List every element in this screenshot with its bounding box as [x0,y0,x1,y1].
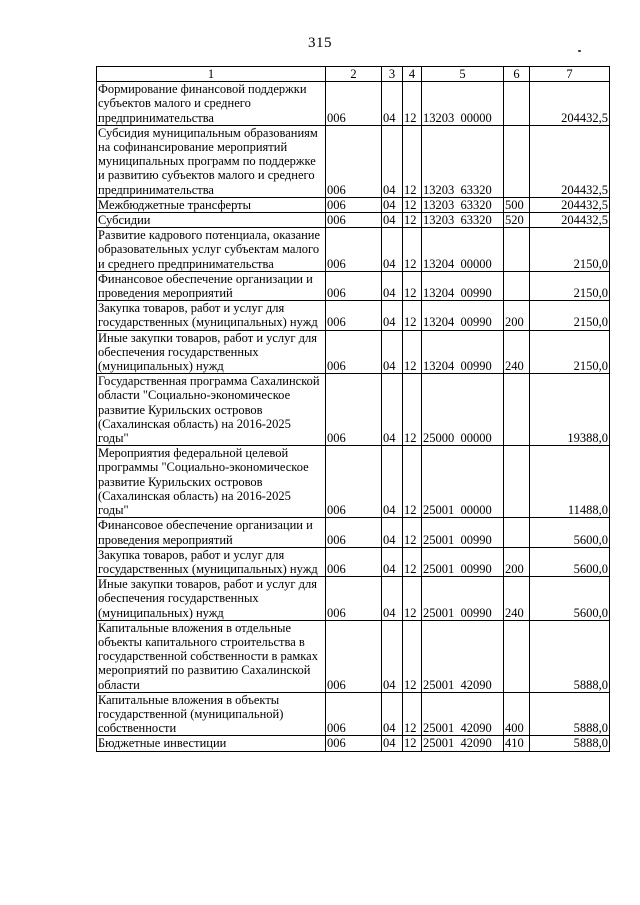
row-section-cell: 04 [382,271,403,300]
row-amount-cell: 2150,0 [530,301,610,330]
row-section-cell: 04 [382,228,403,272]
row-target-article-cell: 13203 63320 [422,213,504,228]
row-expense-type-cell [504,620,530,692]
budget-table-body [97,67,610,752]
row-ministry-code-cell: 006 [326,620,382,692]
row-subsection-cell: 12 [403,518,422,547]
row-section-cell: 04 [382,125,403,197]
row-target-article-cell: 25000 00000 [422,374,504,446]
row-amount-cell: 204432,5 [530,82,610,126]
row-subsection-cell: 12 [403,228,422,272]
row-section-cell: 04 [382,518,403,547]
table-row [97,577,610,621]
row-name-cell: Финансовое обеспечение организации и проведения мероприятий [97,518,326,547]
row-expense-type-cell: 240 [504,577,530,621]
row-subsection-cell: 12 [403,213,422,228]
budget-table [96,66,610,752]
column-header-2: 2 [326,67,382,82]
row-target-article-cell: 25001 42090 [422,692,504,736]
row-ministry-code-cell: 006 [326,125,382,197]
scan-speck [578,50,581,52]
row-expense-type-cell [504,374,530,446]
row-ministry-code-cell: 006 [326,577,382,621]
row-section-cell: 04 [382,197,403,212]
row-name-cell: Закупка товаров, работ и услуг для государственных (муниципальных) нужд [97,301,326,330]
table-row [97,82,610,126]
row-target-article-cell: 25001 00990 [422,518,504,547]
column-header-1: 1 [97,67,326,82]
row-section-cell: 04 [382,213,403,228]
row-amount-cell: 5600,0 [530,518,610,547]
row-expense-type-cell: 200 [504,301,530,330]
column-header-5: 5 [422,67,504,82]
table-row [97,547,610,576]
row-section-cell: 04 [382,82,403,126]
row-ministry-code-cell: 006 [326,547,382,576]
row-expense-type-cell [504,446,530,518]
row-expense-type-cell: 240 [504,330,530,374]
row-name-cell: Капитальные вложения в отдельные объекты капитального строительства в государственной собственности в рамках мероприятий по развитию Сахалинской области [97,620,326,692]
row-target-article-cell: 25001 00990 [422,577,504,621]
column-header-7: 7 [530,67,610,82]
row-name-cell: Субсидия муниципальным образованиям на софинансирование мероприятий муниципальных программ по поддержке и развитию субъектов малого и среднего предпринимательства [97,125,326,197]
row-ministry-code-cell: 006 [326,197,382,212]
table-row [97,374,610,446]
row-expense-type-cell [504,228,530,272]
column-header-6: 6 [504,67,530,82]
row-target-article-cell: 25001 42090 [422,736,504,751]
row-name-cell: Иные закупки товаров, работ и услуг для обеспечения государственных (муниципальных) нужд [97,330,326,374]
row-expense-type-cell: 400 [504,692,530,736]
row-amount-cell: 5888,0 [530,692,610,736]
table-row [97,736,610,751]
row-expense-type-cell: 520 [504,213,530,228]
row-target-article-cell: 13204 00000 [422,228,504,272]
row-subsection-cell: 12 [403,547,422,576]
row-target-article-cell: 13203 63320 [422,197,504,212]
row-amount-cell: 2150,0 [530,271,610,300]
row-ministry-code-cell: 006 [326,213,382,228]
column-header-4: 4 [403,67,422,82]
row-amount-cell: 5888,0 [530,620,610,692]
row-ministry-code-cell: 006 [326,330,382,374]
row-target-article-cell: 25001 00000 [422,446,504,518]
row-target-article-cell: 13204 00990 [422,301,504,330]
row-amount-cell: 5600,0 [530,577,610,621]
row-subsection-cell: 12 [403,301,422,330]
row-subsection-cell: 12 [403,620,422,692]
row-amount-cell: 19388,0 [530,374,610,446]
row-amount-cell: 204432,5 [530,197,610,212]
row-name-cell: Развитие кадрового потенциала, оказание образовательных услуг субъектам малого и среднего предпринимательства [97,228,326,272]
row-expense-type-cell: 200 [504,547,530,576]
row-ministry-code-cell: 006 [326,518,382,547]
row-expense-type-cell [504,271,530,300]
row-expense-type-cell [504,82,530,126]
table-row [97,301,610,330]
row-ministry-code-cell: 006 [326,374,382,446]
row-subsection-cell: 12 [403,374,422,446]
table-row [97,446,610,518]
column-header-3: 3 [382,67,403,82]
row-name-cell: Формирование финансовой поддержки субъектов малого и среднего предпринимательства [97,82,326,126]
row-name-cell: Финансовое обеспечение организации и проведения мероприятий [97,271,326,300]
row-amount-cell: 11488,0 [530,446,610,518]
row-target-article-cell: 13204 00990 [422,271,504,300]
row-section-cell: 04 [382,547,403,576]
row-subsection-cell: 12 [403,330,422,374]
table-row [97,271,610,300]
table-row [97,518,610,547]
row-name-cell: Закупка товаров, работ и услуг для государственных (муниципальных) нужд [97,547,326,576]
row-subsection-cell: 12 [403,577,422,621]
row-name-cell: Иные закупки товаров, работ и услуг для обеспечения государственных (муниципальных) нужд [97,577,326,621]
row-subsection-cell: 12 [403,736,422,751]
row-section-cell: 04 [382,330,403,374]
row-ministry-code-cell: 006 [326,446,382,518]
row-name-cell: Государственная программа Сахалинской области "Социально-экономическое развитие Курильских островов (Сахалинская область) на 2016-2025 годы" [97,374,326,446]
row-subsection-cell: 12 [403,197,422,212]
row-section-cell: 04 [382,374,403,446]
table-row [97,213,610,228]
row-subsection-cell: 12 [403,125,422,197]
row-section-cell: 04 [382,692,403,736]
row-target-article-cell: 13203 00000 [422,82,504,126]
table-row [97,228,610,272]
row-ministry-code-cell: 006 [326,228,382,272]
row-name-cell: Капитальные вложения в объекты государственной (муниципальной) собственности [97,692,326,736]
row-section-cell: 04 [382,577,403,621]
row-target-article-cell: 13204 00990 [422,330,504,374]
row-ministry-code-cell: 006 [326,271,382,300]
row-subsection-cell: 12 [403,82,422,126]
row-section-cell: 04 [382,620,403,692]
row-section-cell: 04 [382,736,403,751]
row-expense-type-cell [504,125,530,197]
row-subsection-cell: 12 [403,692,422,736]
table-row [97,692,610,736]
row-amount-cell: 204432,5 [530,125,610,197]
row-ministry-code-cell: 006 [326,82,382,126]
row-name-cell: Мероприятия федеральной целевой программы "Социально-экономическое развитие Курильских островов (Сахалинская область) на 2016-2025 годы" [97,446,326,518]
row-subsection-cell: 12 [403,446,422,518]
row-ministry-code-cell: 006 [326,301,382,330]
row-amount-cell: 2150,0 [530,330,610,374]
row-amount-cell: 5600,0 [530,547,610,576]
row-expense-type-cell: 410 [504,736,530,751]
row-subsection-cell: 12 [403,271,422,300]
table-row [97,197,610,212]
row-name-cell: Субсидии [97,213,326,228]
row-amount-cell: 204432,5 [530,213,610,228]
row-name-cell: Межбюджетные трансферты [97,197,326,212]
row-name-cell: Бюджетные инвестиции [97,736,326,751]
row-amount-cell: 5888,0 [530,736,610,751]
row-amount-cell: 2150,0 [530,228,610,272]
row-target-article-cell: 13203 63320 [422,125,504,197]
row-section-cell: 04 [382,446,403,518]
table-row [97,125,610,197]
row-ministry-code-cell: 006 [326,736,382,751]
row-target-article-cell: 25001 42090 [422,620,504,692]
row-section-cell: 04 [382,301,403,330]
column-number-row [97,67,610,82]
row-expense-type-cell: 500 [504,197,530,212]
table-row [97,330,610,374]
row-ministry-code-cell: 006 [326,692,382,736]
row-target-article-cell: 25001 00990 [422,547,504,576]
row-expense-type-cell [504,518,530,547]
table-row [97,620,610,692]
page-number: 315 [308,35,332,51]
